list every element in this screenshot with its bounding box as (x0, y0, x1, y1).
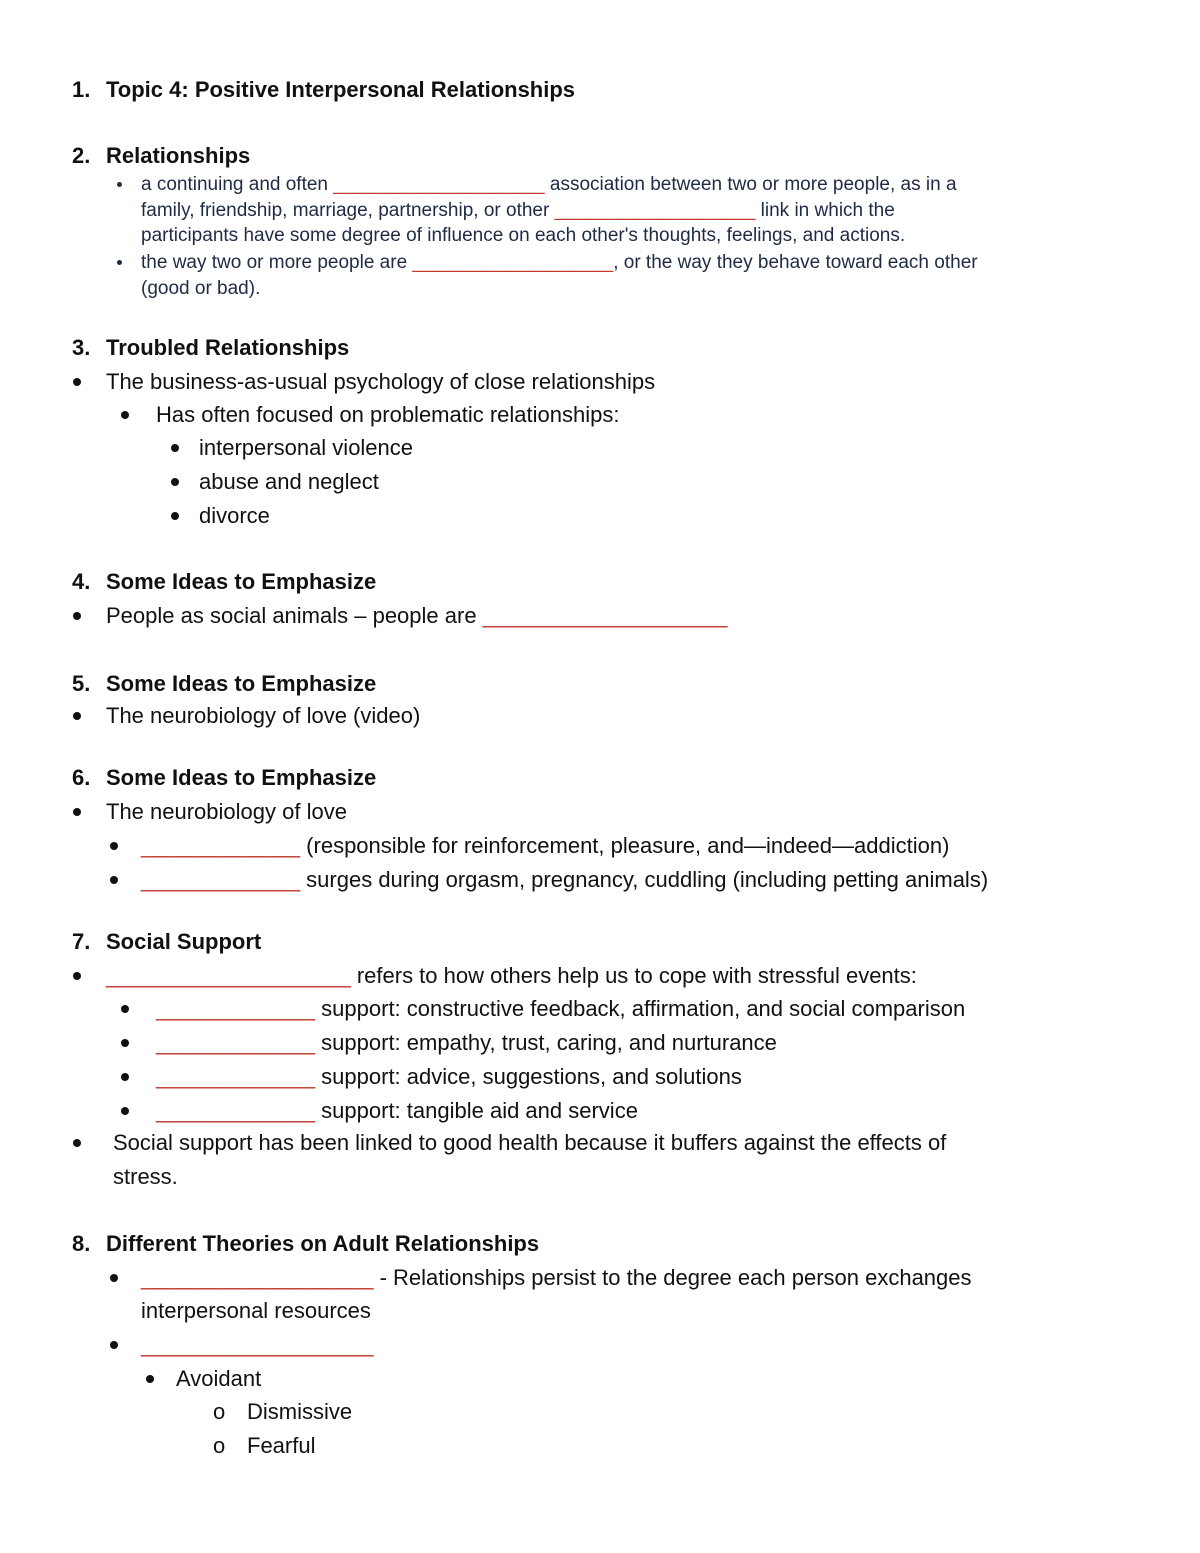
fill-in-blank: ____________________ (333, 174, 545, 195)
section-title: Social Support (106, 929, 262, 954)
fill-in-blank: ____________________ (482, 603, 728, 628)
bullet-text: a continuing and often ____________________ association between two or more people, as in a (141, 174, 957, 195)
section-title: Topic 4: Positive Interpersonal Relationships (106, 77, 576, 102)
bullet-text: Has often focused on problematic relationships: (156, 402, 620, 427)
bullet-icon (171, 478, 179, 486)
list-item: interpersonal violence (199, 435, 414, 460)
bullet-text: the way two or more people are ___________________, or the way they behave toward each other (141, 252, 978, 273)
bullet-text: family, friendship, marriage, partnership, or other ___________________ link in which the (141, 200, 895, 221)
bullet-icon (73, 378, 81, 386)
bullet-text: People as social animals – people are ____________________ (106, 603, 728, 628)
fill-in-blank: _____________ (156, 1064, 316, 1089)
bullet-icon (121, 1005, 129, 1013)
section-title: Some Ideas to Emphasize (106, 765, 377, 790)
bullet-text: _____________ (responsible for reinforcement, pleasure, and—indeed—addiction) (141, 833, 950, 858)
bullet-icon (73, 1139, 81, 1147)
bullet-icon (171, 444, 179, 452)
circle-bullet-icon: o (213, 1433, 226, 1458)
list-item: Dismissive (247, 1399, 353, 1424)
section-number: 4. (72, 569, 91, 594)
section-number: 5. (72, 671, 91, 696)
list-item: Fearful (247, 1433, 316, 1458)
bullet-text: The business-as-usual psychology of close relationships (106, 369, 656, 394)
bullet-icon (110, 842, 118, 850)
fill-in-blank: _____________ (156, 1030, 316, 1055)
list-item: divorce (199, 503, 270, 528)
bullet-icon (110, 1341, 118, 1349)
bullet-icon (73, 972, 81, 980)
bullet-text: _____________ surges during orgasm, pregnancy, cuddling (including petting animals) (141, 867, 989, 892)
list-item: Avoidant (176, 1366, 262, 1391)
section-number: 6. (72, 765, 91, 790)
fill-in-blank: _____________ (141, 867, 301, 892)
list-item: _____________ support: tangible aid and service (156, 1098, 638, 1123)
bullet-icon (73, 712, 81, 720)
bullet-icon (171, 512, 179, 520)
bullet-icon (121, 411, 129, 419)
fill-in-blank: ___________________ (141, 1332, 374, 1357)
bullet-text: stress. (113, 1164, 178, 1189)
section-title: Troubled Relationships (106, 335, 350, 360)
list-item: _____________ support: constructive feedback, affirmation, and social comparison (156, 996, 966, 1021)
bullet-icon (117, 182, 122, 187)
bullet-icon (146, 1375, 154, 1383)
section-number: 7. (72, 929, 91, 954)
bullet-icon (110, 876, 118, 884)
bullet-icon (121, 1073, 129, 1081)
bullet-text: Social support has been linked to good health because it buffers against the effects of (113, 1130, 947, 1155)
section-title: Some Ideas to Emphasize (106, 671, 377, 696)
bullet-icon (121, 1107, 129, 1115)
fill-in-blank: ____________________ (106, 963, 351, 988)
bullet-icon (117, 260, 122, 265)
bullet-text (141, 1331, 373, 1359)
section-number: 2. (72, 143, 91, 168)
fill-in-blank: _____________ (156, 996, 316, 1021)
bullet-text: interpersonal resources (141, 1298, 371, 1323)
bullet-text: participants have some degree of influence on each other's thoughts, feelings, and actions. (141, 225, 906, 246)
section-number: 1. (72, 77, 91, 102)
fill-in-blank: ___________________ (412, 252, 614, 273)
section-number: 3. (72, 335, 91, 360)
fill-in-blank: _____________ (156, 1098, 316, 1123)
section-title: Different Theories on Adult Relationships (106, 1231, 540, 1256)
bullet-text: ____________________ refers to how others help us to cope with stressful events: (106, 963, 917, 988)
bullet-text: The neurobiology of love (video) (106, 703, 421, 728)
bullet-icon (73, 808, 81, 816)
bullet-text: (good or bad). (141, 278, 261, 299)
fill-in-blank: ___________________ (141, 1265, 374, 1290)
bullet-text: ___________________ - Relationships persist to the degree each person exchanges (141, 1265, 972, 1290)
fill-in-blank: _____________ (141, 833, 301, 858)
fill-in-blank: ___________________ (554, 200, 756, 221)
bullet-text: The neurobiology of love (106, 799, 347, 824)
list-item: _____________ support: advice, suggestions, and solutions (156, 1064, 742, 1089)
section-number: 8. (72, 1231, 91, 1256)
section-title: Relationships (106, 143, 251, 168)
list-item: abuse and neglect (199, 469, 379, 494)
bullet-icon (121, 1039, 129, 1047)
bullet-icon (110, 1274, 118, 1282)
list-item: _____________ support: empathy, trust, caring, and nurturance (156, 1030, 777, 1055)
circle-bullet-icon: o (213, 1399, 226, 1424)
bullet-icon (73, 612, 81, 620)
section-title: Some Ideas to Emphasize (106, 569, 377, 594)
